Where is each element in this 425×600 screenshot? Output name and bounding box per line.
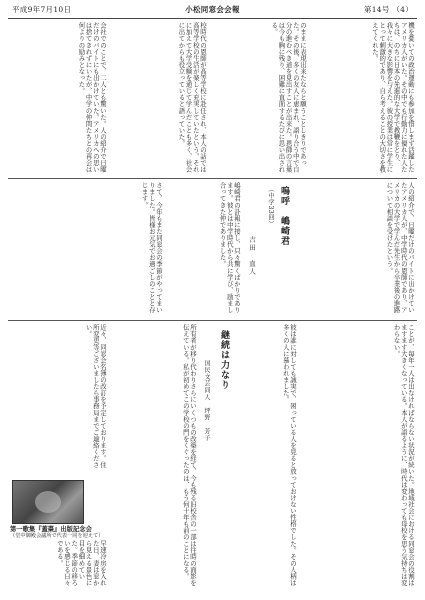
article-column-4: 会社でのことで、二人とも驚いた。人の紹介で日曜だけのバイトにも出かけていた。アメリカへの思いは捨てきれずにいたが、中学の仲間たちとの再会は何よりの励みとなった。 <box>77 22 107 173</box>
article-mid-column-2: 嶋崎君の訃報に接し、只々驚くばかりであります。彼とは中学時代から共に学び、励まし合ってきた仲でありました。 <box>218 182 241 313</box>
article-column-2: のままに表現出来たならと願うことしきりであった。その後、多くの友人に恵まれ、語り合う中で自分の進むべき道を見出すことが出来た。恩師の言葉は今も胸に残り、困難に直面するたびに思い出される。 <box>270 22 307 173</box>
article-column-3: 校時代の恩師が高等学校に赴任され、本人の話では高等学校の生活が楽しく充実していたという。それに加えて大学受験を通じて学んだことも多く、社会に出てからも役立っていると語っていた。 <box>177 22 207 173</box>
section-rule-2 <box>8 320 417 321</box>
issue-date: 平成9年7月10日 <box>12 5 72 14</box>
photo-caption-sub: （堂中御殿会議所で代表一同を迎えて） <box>10 533 104 539</box>
header-rule <box>8 18 417 19</box>
newsletter-title: 小松同窓会会報 <box>185 5 240 14</box>
obituary-heading-sub: （中学33回） <box>267 186 274 227</box>
article-mid-column-1: さて、今年もまた同窓会の季節がやってまいりました。皆様お元気でお過ごしのことと存じます。 <box>140 182 163 313</box>
essay-heading: 継続は力なり <box>219 330 229 390</box>
section-rule-1 <box>8 178 417 179</box>
obituary-heading: 嗚呼 嶋崎君 <box>279 186 289 246</box>
article-column-1: 機を憂いての政治運動にも参加を惜しまず活躍したアメリカ人がいた。その中でも行動力に優れた人たちは、のちに日本の先進的な大学で教鞭をとり、我々に大きな影響を与えた。彼の授業は常に学生にとって刺激的であり、自ら考えることの大切さを教えてくれた。 <box>370 22 415 173</box>
essay-footer-text: 早速冷房を入れた日、妻は窓から見える景色に目を細めていた。季節の移ろいを感じる日々である。 <box>55 540 107 586</box>
photo-caption: 第一歌集『蓋棗』出版記念会 <box>10 526 92 533</box>
obituary-author: 吉田 直人 <box>248 236 256 276</box>
essay-body-continued: 近々、同窓会名簿の改訂を予定しております。住所変更等ございましたら事務局までご連絡ください。 <box>84 324 107 469</box>
article-column-5: 人の紹介で、日曜だけのバイトに出かけていたアメリカ人が、中学時代の恩師であり、アメリカの大学で学んだ先生から卒業後の進路について相談を受けたという。 <box>385 182 415 313</box>
essay-body: 所有者が移り代わりさらにいくつもの改築を経て、今も残る旧校舎の一部は往時の面影を伝えている。私が初めてこの学校の門をくぐったのは、もう何十年も前のことになる。 <box>181 324 197 586</box>
essay-author: 国民文芸同人 坪野 芳子 <box>203 360 210 442</box>
event-photo <box>12 480 84 524</box>
article-mid-column-3: 彼は誰に対しても誠実で、困っている人を見ると放っておけない性格でした。その人柄は多くの人に慕われました。 <box>281 324 297 586</box>
page-header <box>8 4 417 18</box>
issue-number: 第14号 （4） <box>363 5 413 14</box>
article-column-6: ことが、毎年一人は出なければならない状況が続いた。地域社会における同窓会の役割はますます大きくなっている。本人が語るように、時代は変わっても母校を思う気持ちは変わらない。 <box>392 324 415 586</box>
